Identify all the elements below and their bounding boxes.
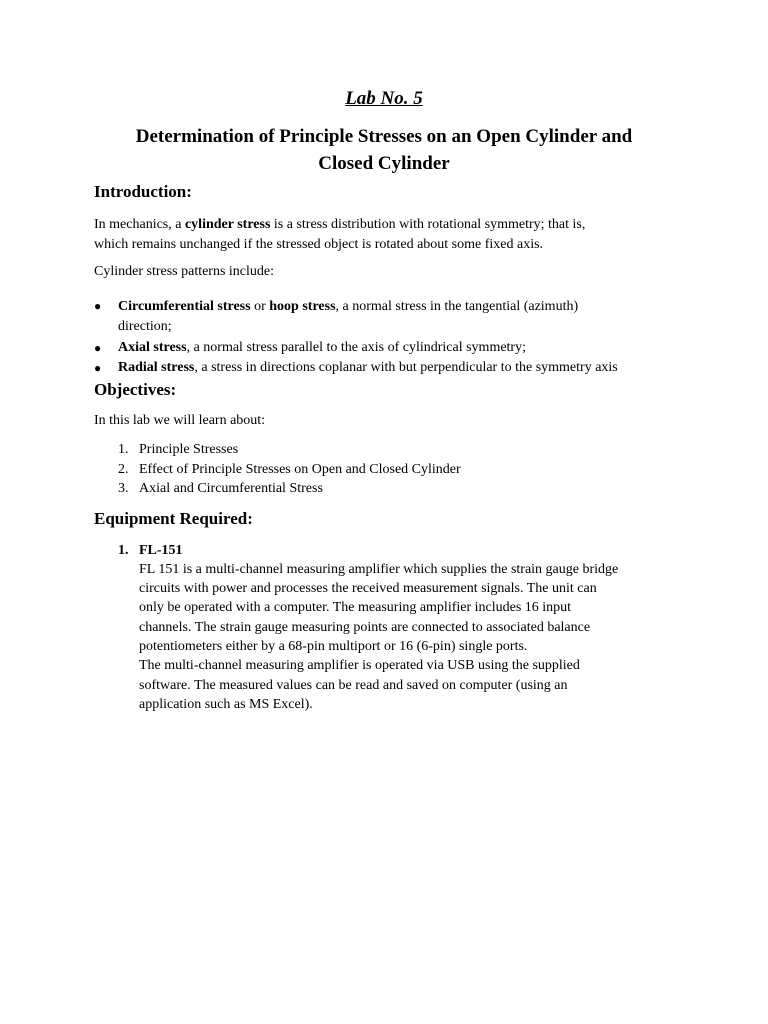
equipment-description-line: application such as MS Excel). (139, 697, 313, 712)
intro-text-b: is a stress distribution with rotational symmetry; that is, (270, 217, 586, 232)
title-line-1: Determination of Principle Stresses on an Open Cylinder and (135, 126, 633, 147)
objective-number: 1. (118, 442, 129, 457)
bullet-axial (118, 338, 526, 358)
bullet-dot: ● (94, 299, 102, 313)
bullet-text: or (250, 299, 270, 314)
equipment-description-line: only be operated with a computer. The measuring amplifier includes 16 input (139, 600, 572, 615)
bullet-circumferential-cont: direction; (118, 319, 172, 334)
term-hoop-stress: hoop stress (269, 299, 336, 314)
bullet-circumferential (118, 297, 578, 317)
bullet-text: , a normal stress parallel to the axis of cylindrical symmetry; (186, 340, 526, 355)
bullet-dot: ● (94, 341, 102, 355)
bullet-text: , a normal stress in the tangential (azimuth) (335, 299, 579, 314)
document-title (0, 123, 768, 177)
bullet-radial (118, 358, 618, 378)
equipment-description-line: FL 151 is a multi-channel measuring amplifier which supplies the strain gauge bridge (139, 562, 619, 577)
term-axial-stress: Axial stress (118, 340, 187, 355)
equipment-name: FL-151 (139, 543, 183, 558)
equipment-description-line: The multi-channel measuring amplifier is operated via USB using the supplied (139, 658, 580, 673)
equipment-description-line: software. The measured values can be read and saved on computer (using an (139, 678, 568, 693)
objectives-heading: Objectives: (94, 380, 177, 399)
objective-number: 2. (118, 462, 129, 477)
term-circumferential-stress: Circumferential stress (118, 299, 251, 314)
title-line-2: Closed Cylinder (318, 153, 450, 174)
bullet-dot: ● (94, 361, 102, 375)
intro-paragraph-line-1 (94, 215, 585, 235)
objective-number: 3. (118, 481, 129, 496)
lab-number: Lab No. 5 (345, 88, 423, 109)
bullet-text: , a stress in directions coplanar with but perpendicular to the symmetry axis (194, 360, 618, 375)
intro-text-a: In mechanics, a (94, 217, 185, 232)
intro-paragraph-line-2: which remains unchanged if the stressed object is rotated about some fixed axis. (94, 237, 544, 252)
equipment-number: 1. (118, 543, 129, 558)
equipment-description-line: channels. The strain gauge measuring points are connected to associated balance (139, 620, 591, 635)
term-radial-stress: Radial stress (118, 360, 195, 375)
objective-item: Effect of Principle Stresses on Open and Closed Cylinder (139, 462, 461, 477)
equipment-heading: Equipment Required: (94, 509, 253, 528)
intro-term-cylinder-stress: cylinder stress (184, 217, 271, 232)
objectives-intro: In this lab we will learn about: (94, 413, 266, 428)
introduction-heading: Introduction: (94, 182, 192, 201)
objective-item: Principle Stresses (139, 442, 239, 457)
objective-item: Axial and Circumferential Stress (139, 481, 323, 496)
patterns-intro: Cylinder stress patterns include: (94, 264, 275, 279)
equipment-description-line: circuits with power and processes the received measurement signals. The unit can (139, 581, 597, 596)
equipment-description-line: potentiometers either by a 68-pin multiport or 16 (6-pin) single ports. (139, 639, 528, 654)
